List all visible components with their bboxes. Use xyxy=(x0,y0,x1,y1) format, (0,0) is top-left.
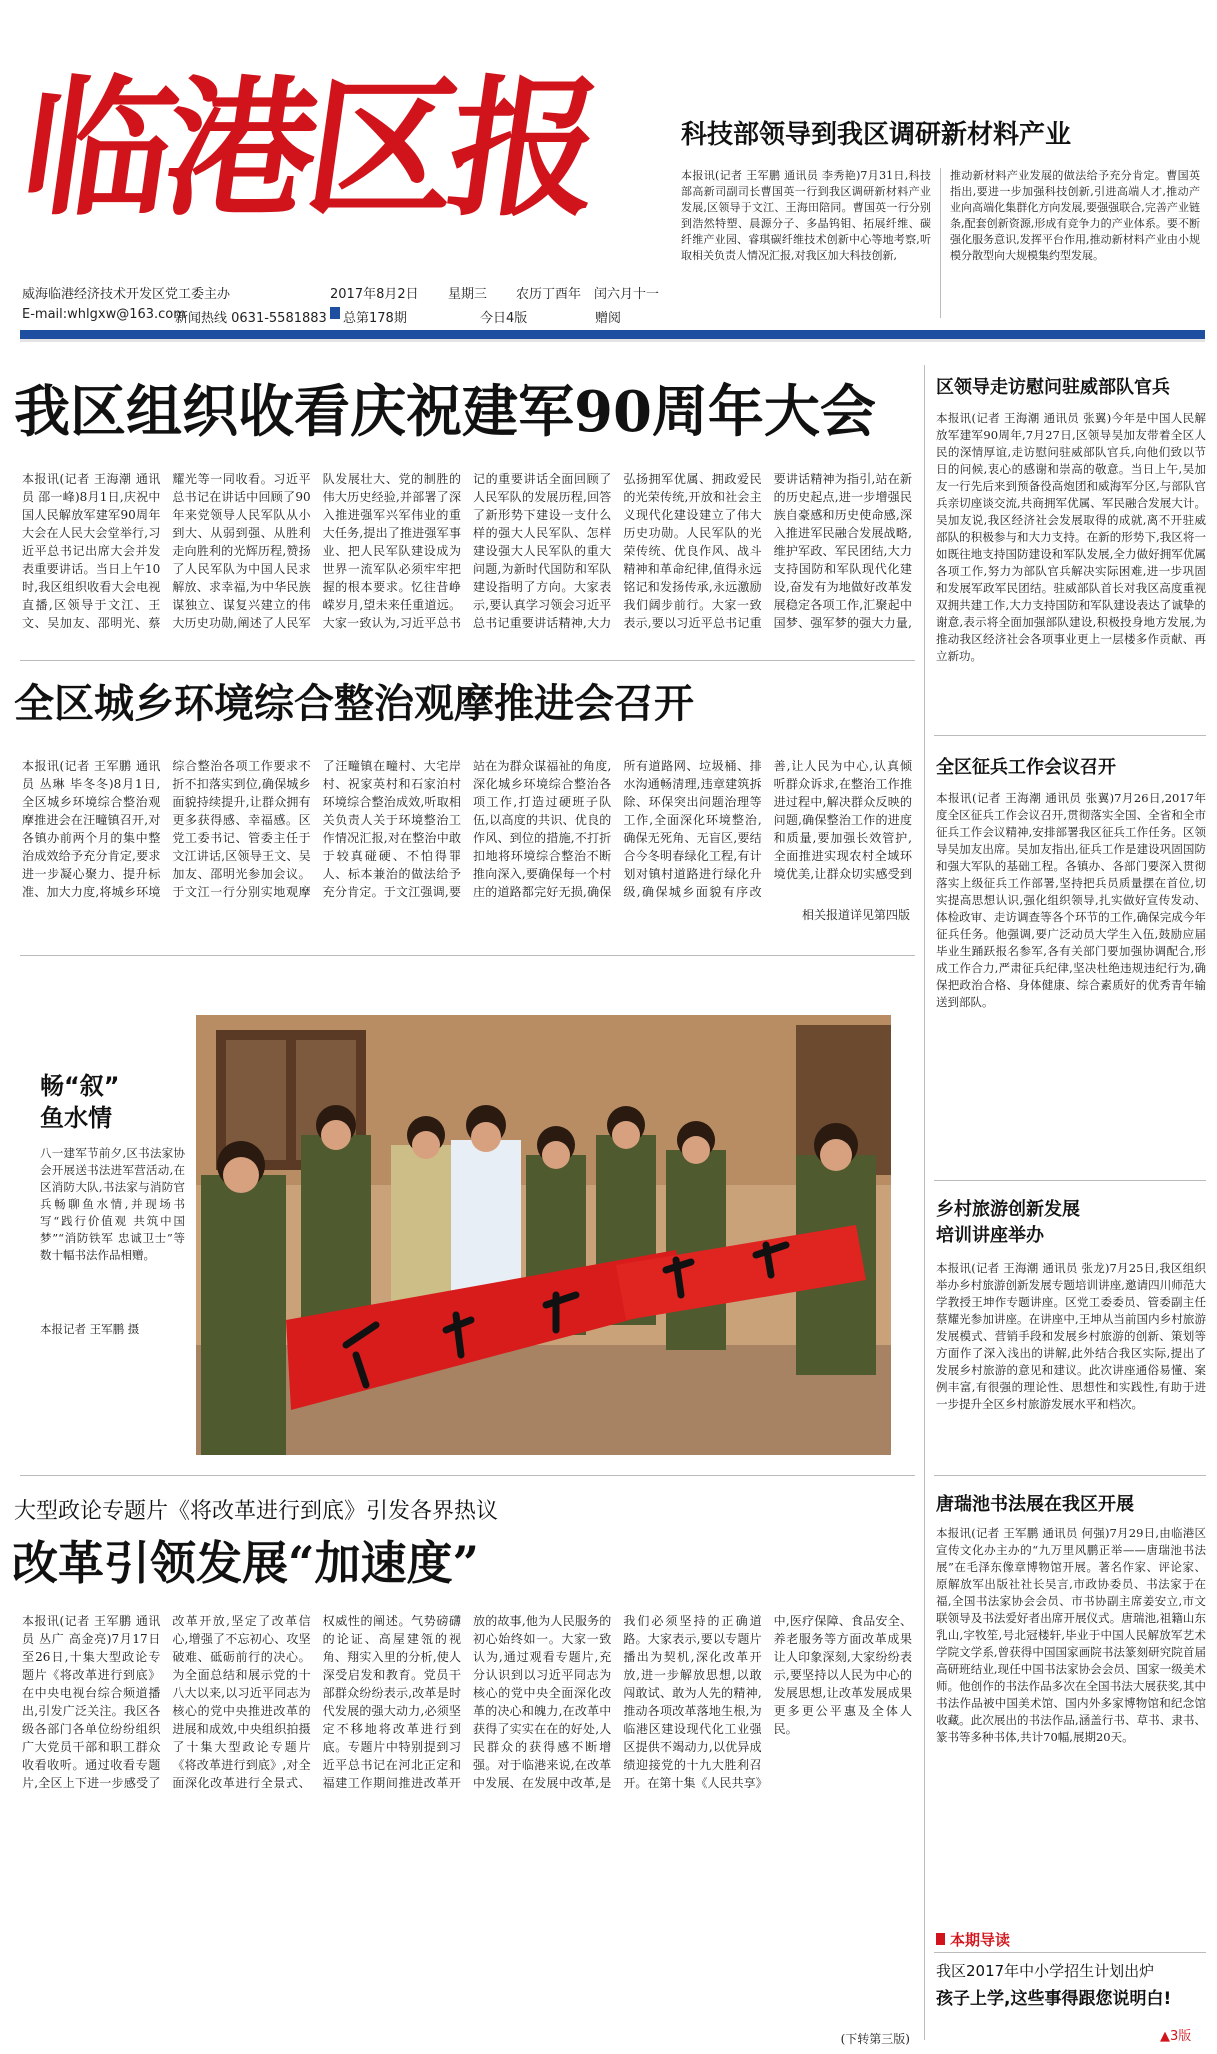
masthead-rule-shadow xyxy=(20,339,1205,342)
email[interactable]: E-mail:whlgxw@163.com xyxy=(22,307,186,322)
news-photo[interactable] xyxy=(196,1015,891,1455)
divider xyxy=(934,1475,1206,1476)
news-hotline: 新闻热线 0631-5581883 xyxy=(175,311,327,326)
lead-article-body-a: 本报讯(记者 王军鹏 通讯员 李秀艳)7月31日,科技部高新司副司长曹国英一行到我区调研新材料产业发展,区领导于文江、王海田陪同。曹国英一行分别到浩然特塑、晨源分子、多晶钨钼、拓展纤维、碳纤维产业园、睿琪碳纤维技术创新中心等地考察,听取相关负责人情况汇报,对我区加大科技创新, xyxy=(681,169,931,262)
lead-article-body-b: 推动新材料产业发展的做法给予充分肯定。曹国英指出,要进一步加强科技创新,引进高端人才,推动产业向高端化集群化方向发展,要强强联合,完善产业链条,配套创新资源,形成有竞争力的产业体系。要不断强化服务意识,发挥平台作用,推动新材料产业由小规模分散型向大规模集约型发展。 xyxy=(950,169,1200,262)
free-distribution: 赠阅 xyxy=(595,311,622,326)
headline-army[interactable]: 我区组织收看庆祝建军90周年大会 xyxy=(14,379,876,445)
headline-tourism-b[interactable]: 培训讲座举办 xyxy=(936,1225,1044,1246)
guide-line-1[interactable]: 我区2017年中小学招生计划出炉 xyxy=(936,1962,1155,1980)
divider xyxy=(20,955,915,956)
recruit-body: 本报讯(记者 王海潮 通讯员 张翼)7月26日,2017年度全区征兵工作会议召开,贯彻落实全国、全省和全市征兵工作会议精神,安排部署我区征兵工作任务。区领导吴加友出席。吴加友指出,征兵工作是建设巩固国防和强大军队的基础工程。各镇办、各部门要深入贯彻落实上级征兵工作部署,坚持把兵员质量摆在首位,切实提高思想认识,强化组织领导,扎实做好宣传发动、体检政审、走访调查等各个环节的工作,确保完成今年征兵任务。他强调,要广泛动员大学生入伍,鼓励应届毕业生踊跃报名参军,各有关部门要加强协调配合,形成工作合力,严肃征兵纪律,坚决杜绝违规违纪行为,确保把政治合格、身体健康、综合素质好的优秀青年输送到部队。 xyxy=(936,791,1206,1009)
photo-illustration xyxy=(196,1015,891,1455)
guide-page-link[interactable]: ▲3版 xyxy=(1160,2029,1192,2044)
masthead-title: 临港区报 xyxy=(11,63,605,237)
publisher: 威海临港经济技术开发区党工委主办 xyxy=(22,287,231,302)
article-reform-body: 本报讯(记者 王军鹏 通讯员 丛广 高金亮)7月17日至26日,十集大型政论专题片《将改革进行到底》在中央电视台综合频道播出,引发广泛关注。我区各级各部门各单位纷纷组织广大党员干部和职工群众收看收听。通过收看专题片,全区上下进一步感受了改革开放,坚定了改革信心,增强了不忘初心、攻坚破难、砥砺前行的决心。为全面总结和展示党的十八大以来,以习近平同志为核心的党中央推进改革的进展和成效,中央组织拍摄了十集大型政论专题片《将改革进行到底》,对全面深化改革进行全景式、权威性的阐述。气势磅礴的论证、高屋建瓴的视角、翔实入里的分析,使人深受启发和教育。党员干部群众纷纷表示,改革是时代发展的强大动力,必须坚定不移地将改革进行到底。专题片中特别提到习近平总书记在河北正定和福建工作期间推进改革开放的故事,他为人民服务的初心始终如一。大家一致认为,通过观看专题片,充分认识到以习近平同志为核心的党中央全面深化改革的决心和魄力,在改革中获得了实实在在的好处,人民群众的获得感不断增强。对于临港来说,在改革中发展、在发展中改革,是我们必须坚持的正确道路。大家表示,要以专题片播出为契机,深化改革开放,进一步解放思想,以敢闯敢试、敢为人先的精神,推动各项改革落地生根,为临港区建设现代化工业强区提供不竭动力,以优异成绩迎接党的十九大胜利召开。在第十集《人民共享》中,医疗保障、食品安全、养老服务等方面改革成果让人印象深刻,大家纷纷表示,要坚持以人民为中心的发展思想,让改革发展成果更多更公平惠及全体人民。 xyxy=(22,1614,912,1790)
page-count: 今日4版 xyxy=(480,311,528,326)
photo-title-b: 鱼水情 xyxy=(40,1104,112,1132)
weekday: 星期三 xyxy=(448,287,488,302)
divider xyxy=(20,660,915,661)
masthead-rule xyxy=(20,330,1205,339)
divider xyxy=(940,168,941,318)
article-army-body: 本报讯(记者 王海潮 通讯员 邵一峰)8月1日,庆祝中国人民解放军建军90周年大会在人民大会堂举行,习近平总书记出席大会并发表重要讲话。当日上午10时,我区组织收看大会电视直播,区领导于文江、王文、吴加友、邵明光、蔡耀光等一同收看。习近平总书记在讲话中回顾了90年来党领导人民军队从小到大、从弱到强、从胜利走向胜利的光辉历程,赞扬了人民军队为中国人民求解放、求幸福,为中华民族谋独立、谋复兴建立的伟大历史功勋,阐述了人民军队发展壮大、党的制胜的伟大历史经验,并部署了深入推进强军兴军伟业的重大任务,提出了推进强军事业、把人民军队建设成为世界一流军队必须牢牢把握的根本要求。忆往昔峥嵘岁月,望未来任重道远。大家一致认为,习近平总书记的重要讲话全面回顾了人民军队的发展历程,回答了新形势下建设一支什么样的强大人民军队、怎样建设强大人民军队的重大问题,为新时代国防和军队建设指明了方向。大家表示,要认真学习领会习近平总书记重要讲话精神,大力弘扬拥军优属、拥政爱民的光荣传统,开放和社会主义现代化建设建立了伟大历史功勋。人民军队的光荣传统、优良作风、战斗精神和革命纪律,值得永远铭记和发扬传承,永远激励我们阔步前行。大家一致表示,要以习近平总书记重要讲话精神为指引,站在新的历史起点,进一步增强民族自豪感和历史使命感,深入推进军民融合发展战略,维护军政、军民团结,大力支持国防和军队现代化建设,奋发有为地做好改革发展稳定各项工作,汇聚起中国梦、强军梦的强大力量, xyxy=(22,472,912,630)
issue-number: 总第178期 xyxy=(343,311,407,326)
headline-calligraphy[interactable]: 唐瑞池书法展在我区开展 xyxy=(936,1494,1134,1515)
headline-tourism-a[interactable]: 乡村旅游创新发展 xyxy=(936,1199,1080,1220)
headline-environment[interactable]: 全区城乡环境综合整治观摩推进会召开 xyxy=(14,680,694,727)
divider xyxy=(934,1952,1206,1953)
issue-number-badge xyxy=(330,307,340,319)
headline-visit[interactable]: 区领导走访慰问驻威部队官兵 xyxy=(936,377,1170,398)
divider xyxy=(934,1180,1206,1181)
photo-caption: 八一建军节前夕,区书法家协会开展送书法进军营活动,在区消防大队,书法家与消防官兵畅聊鱼水情,并现场书写“践行价值观 共筑中国梦”“消防铁军 忠诚卫士”等数十幅书法作品相赠。 xyxy=(40,1146,185,1262)
continued-note[interactable]: (下转第三版) xyxy=(840,2032,910,2046)
guide-label: 本期导读 xyxy=(950,1931,1011,1949)
divider xyxy=(20,1475,915,1476)
tourism-body: 本报讯(记者 王海潮 通讯员 张龙)7月25日,我区组织举办乡村旅游创新发展专题培训讲座,邀请四川师范大学教授王坤作专题讲座。区党工委委员、管委副主任蔡耀光参加讲座。在讲座中,王坤从当前国内乡村旅游发展模式、营销手段和发展乡村旅游的创新、策划等方面作了深入浅出的讲解,此外结合我区实际,提出了发展乡村旅游的意见和建议。此次讲座通俗易懂、案例丰富,有很强的理论性、思想性和实践性,有助于进一步提升全区乡村旅游发展水平和档次。 xyxy=(936,1261,1206,1411)
lunar-date: 农历丁酉年 闰六月十一 xyxy=(516,287,660,302)
article-environment-body: 本报讯(记者 王军鹏 通讯员 丛琳 毕冬冬)8月1日,全区城乡环境综合整治观摩推进会在汪疃镇召开,对各镇办前两个月的集中整治成效给予充分肯定,要求进一步凝心聚力、提升标准、加大力度,将城乡环境综合整治各项工作要求不折不扣落实到位,确保城乡面貌持续提升,让群众拥有更多获得感、幸福感。区党工委书记、管委主任于文江讲话,区领导王文、吴加友、邵明光参加会议。于文江一行分别实地观摩了汪疃镇在疃村、大宅岸村、祝家英村和石家泊村环境综合整治成效,听取相关负责人关于环境整治工作情况汇报,对在整治中敢于较真碰硬、不怕得罪人、标本兼治的做法给予充分肯定。于文江强调,要站在为群众谋福祉的角度,深化城乡环境综合整治各项工作,打造过硬班子队伍,以高度的共识、优良的作风、到位的措施,不打折扣地将环境综合整治不断推向深入,要确保每一个村庄的道路都完好无损,确保所有道路网、垃圾桶、排水沟通畅清理,违章建筑拆除、环保突出问题治理等工作,全面深化环境整治,确保无死角、无盲区,要结合今冬明春绿化工程,有计划对镇村道路进行绿化升级,确保城乡面貌有序改善,让人民为中心,认真倾听群众诉求,在整治工作推进过程中,解决群众反映的问题,确保整治工作的进度和质量,要加强长效管护,全面推进实现农村全域环境优美,让群众切实感受到 xyxy=(22,759,912,899)
visit-body: 本报讯(记者 王海潮 通讯员 张翼)今年是中国人民解放军建军90周年,7月27日,区领导吴加友带着全区人民的深情厚谊,走访慰问驻威部队官兵,向他们致以节日的问候,衷心的感谢和崇高的敬意。当日上午,吴加友一行先后来到预备役高炮团和威海军分区,与部队官兵亲切座谈交流,共商拥军优属、军民融合发展大计。吴加友说,我区经济社会发展取得的成就,离不开驻威部队的积极参与和大力支持。在新的形势下,我区将一如既往地支持国防建设和军队发展,全力做好拥军优属各项工作,努力为部队官兵解决实际困难,进一步巩固和发展军政军民团结。驻威部队首长对我区高度重视双拥共建工作,大力支持国防和军队建设表达了诚挚的谢意,表示将全面加强部队建设,积极投身地方发展,为推动我区经济社会各项事业更上一层楼多作贡献、再立新功。 xyxy=(936,411,1206,663)
headline-recruit[interactable]: 全区征兵工作会议召开 xyxy=(936,757,1116,778)
related-note[interactable]: 相关报道详见第四版 xyxy=(801,908,910,922)
headline-reform[interactable]: 改革引领发展“加速度” xyxy=(12,1536,479,1590)
guide-marker xyxy=(936,1933,945,1945)
photo-title-a: 畅“叙” xyxy=(40,1072,120,1100)
photo-credit: 本报记者 王军鹏 摄 xyxy=(40,1322,140,1336)
reform-kicker: 大型政论专题片《将改革进行到底》引发各界热议 xyxy=(14,1499,499,1524)
guide-line-2[interactable]: 孩子上学,这些事得跟您说明白! xyxy=(936,1989,1172,2009)
divider xyxy=(934,735,1206,736)
column-divider xyxy=(924,365,925,2040)
calligraphy-body: 本报讯(记者 王军鹏 通讯员 何强)7月29日,由临港区宣传文化办主办的“九万里风鹏正举——唐瑞池书法展”在毛泽东像章博物馆开展。著名作家、评论家、原解放军出版社社长吴言,市政协委员、书法家于在福,全国书法家协会会员、市书协副主席姜安立,市文联领导及书法爱好者出席开展仪式。唐瑞池,祖籍山东乳山,字牧笙,号北冠楼轩,毕业于中国人民解放军艺术学院文学系,曾获得中国国家画院书法篆刻研究院首届高研班结业,现任中国书法家协会会员、国家一级美术师。他创作的书法作品多次在全国书法大展获奖,其中书法作品被中国美术馆、国内外多家博物馆和纪念馆收藏。此次展出的书法作品,涵盖行书、草书、隶书、篆书等多种书体,共计70幅,展期20天。 xyxy=(936,1526,1206,1744)
lead-headline[interactable]: 科技部领导到我区调研新材料产业 xyxy=(681,120,1072,150)
issue-date: 2017年8月2日 xyxy=(330,287,419,302)
